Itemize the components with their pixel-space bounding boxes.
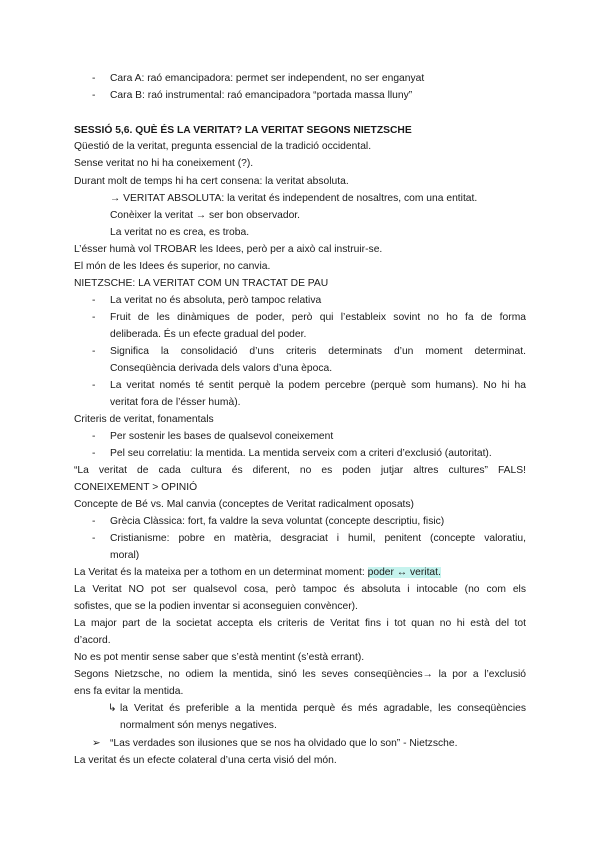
nietzsche-bullet-3-line-2: Conseqüència derivada dels valors d’una època. [110, 363, 333, 374]
good-bad-bullet-2-line-2: moral) [110, 550, 140, 561]
not-anything-line-2: sofistes, que se la podien inventar si aconseguien convèncer). [74, 601, 358, 612]
sub-arrow-icon: ↳ [108, 703, 117, 714]
intro-line-3: Durant molt de temps hi ha cert consena: la veritat absoluta. [74, 176, 349, 187]
bullet-dash: - [92, 346, 96, 357]
criteria-bullet-2: Pel seu correlatiu: la mentida. La mentida serveix com a criteri d’exclusió (autoritat). [110, 448, 492, 459]
same-truth-line [74, 566, 441, 580]
criteria-title: Criteris de veritat, fonamentals [74, 414, 214, 425]
top-bullet-1: Cara A: raó emancipadora: permet ser independent, no ser enganyat [110, 73, 425, 84]
consequences-line-1: Segons Nietzsche, no odiem la mentida, sinó les seves conseqüències→ la por a l’exclusió [74, 669, 526, 680]
top-bullet-2: Cara B: raó instrumental: raó emancipadora “portada massa lluny” [110, 90, 413, 101]
nietzsche-bullet-1: La veritat no és absoluta, però tampoc relativa [110, 295, 322, 306]
nietzsche-quote: “Las verdades son ilusiones que se nos ha olvidado que lo son” - Nietzsche. [110, 738, 458, 749]
indented-line-3: La veritat no es crea, es troba. [110, 227, 250, 238]
bullet-dash: - [92, 516, 96, 527]
cannot-lie-line: No es pot mentir sense saber que s’està mentint (s’està errant). [74, 652, 365, 663]
nietzsche-bullet-4-line-2: veritat fora de l’ésser humà). [110, 397, 241, 408]
bullet-dash: - [92, 295, 96, 306]
consequences-line-2: ens fa evitar la mentida. [74, 686, 184, 697]
nietzsche-bullet-3-line-1: Significa la consolidació d’uns criteris determinats d’un moment determinat. [110, 346, 526, 357]
bullet-dash: - [92, 448, 96, 459]
bullet-dash: - [92, 533, 96, 544]
nietzsche-bullet-2-line-2: deliberada. És un efecte gradual del poder. [110, 329, 307, 340]
good-bad-line: Concepte de Bé vs. Mal canvia (conceptes de Veritat radicalment oposats) [74, 499, 414, 510]
sub-arrow-line-2: normalment són menys negatives. [120, 720, 277, 731]
good-bad-bullet-2-line-1: Cristianisme: pobre en matèria, desgraciat i humil, penitent (concepte valoratiu, [110, 533, 526, 544]
sub-arrow-line-1: la Veritat és preferible a la mentida perquè és més agradable, les conseqüències [120, 703, 526, 714]
same-truth-text: La Veritat és la mateixa per a tothom en un determinat moment: [74, 567, 368, 578]
culture-quote-line-2: CONEIXEMENT > OPINIÓ [74, 482, 198, 493]
nietzsche-bullet-2-line-1: Fruit de les dinàmiques de poder, però qui l’estableix sovint no ho fa de forma [110, 312, 526, 323]
culture-quote-line-1: “La veritat de cada cultura és diferent, no es poden jutjar altres cultures” FALS! [74, 465, 526, 476]
section-heading: SESSIÓ 5,6. QUÈ ÉS LA VERITAT? LA VERITAT SEGONS NIETZSCHE [74, 125, 412, 136]
good-bad-bullet-1: Grècia Clàssica: fort, fa valdre la seva voluntat (concepte descriptiu, fisic) [110, 516, 445, 527]
intro-line-2: Sense veritat no hi ha coneixement (?). [74, 158, 254, 169]
majority-line-1: La major part de la societat accepta els criteris de Veritat fins i tot quan no hi està del tot [74, 618, 526, 629]
arrow-bullet-icon: ➢ [92, 738, 101, 749]
bullet-dash: - [92, 431, 96, 442]
bullet-dash: - [92, 90, 96, 101]
closing-line: La veritat és un efecte colateral d’una certa visió del món. [74, 755, 337, 766]
ideas-superior-line: El món de les Idees és superior, no canvia. [74, 261, 271, 272]
criteria-bullet-1: Per sostenir les bases de qualsevol coneixement [110, 431, 334, 442]
indented-line-1: → VERITAT ABSOLUTA: la veritat és independent de nosaltres, com una entitat. [110, 193, 478, 204]
bullet-dash: - [92, 380, 96, 391]
ideas-line: L’ésser humà vol TROBAR les Idees, però per a això cal instruir-se. [74, 244, 383, 255]
intro-line-1: Qüestió de la veritat, pregunta essencial de la tradició occidental. [74, 141, 372, 152]
nietzsche-bullet-4-line-1: La veritat només té sentit perquè la podem percebre (perquè som humans). No hi ha [110, 380, 526, 391]
majority-line-2: d’acord. [74, 635, 111, 646]
not-anything-line-1: La Veritat NO pot ser qualsevol cosa, però tampoc és absoluta i intocable (no com els [74, 584, 526, 595]
bullet-dash: - [92, 73, 96, 84]
highlighted-power-truth: poder ↔ veritat. [367, 567, 441, 578]
nietzsche-subheading: NIETZSCHE: LA VERITAT COM UN TRACTAT DE PAU [74, 278, 329, 289]
bullet-dash: - [92, 312, 96, 323]
indented-line-2: Conèixer la veritat → ser bon observador. [110, 210, 301, 221]
